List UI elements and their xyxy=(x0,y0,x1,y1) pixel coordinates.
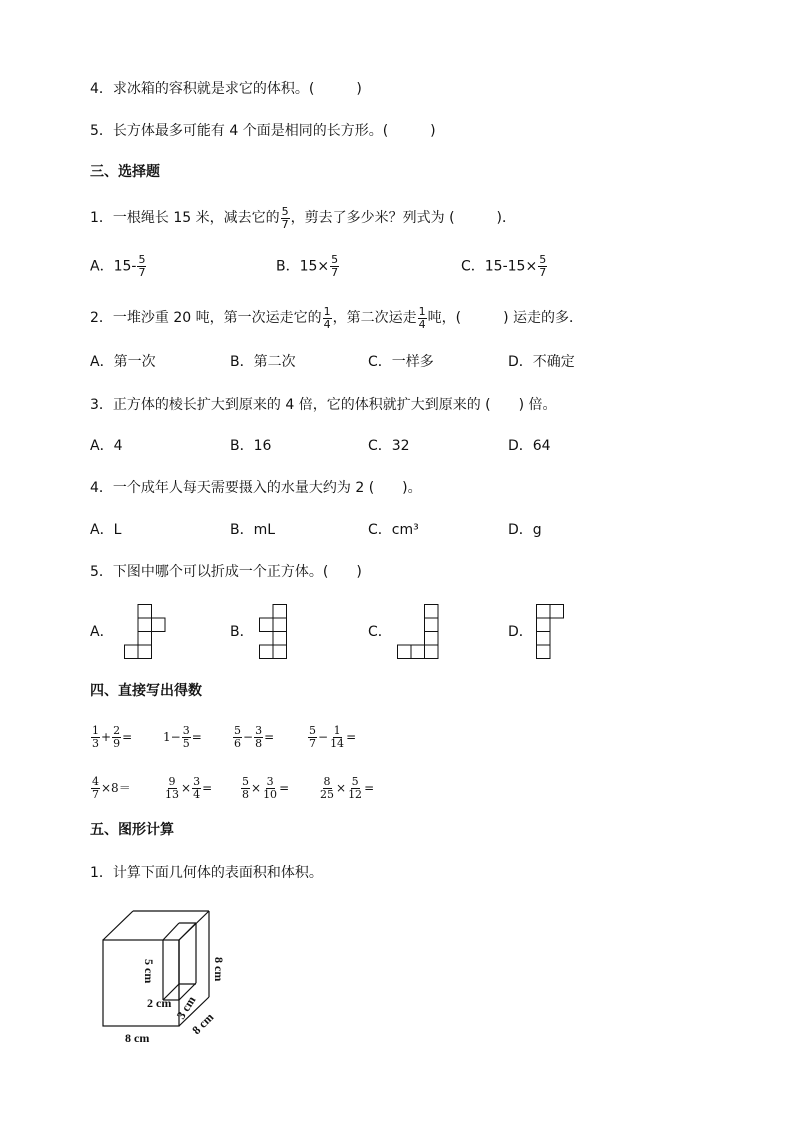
q1-fraction: $\frac{5}{7}$ xyxy=(281,204,289,231)
label-notch-2cm: 2 cm xyxy=(147,996,172,1010)
q3-option-a[interactable]: A．4 xyxy=(90,438,123,454)
choice-question-1 xyxy=(90,204,516,232)
choice-question-5: 5．下图中哪个可以折成一个正方体。( ) xyxy=(90,564,362,580)
calc-row2-item4: $\frac{8}{25}$ × $\frac{5}{12}$ = xyxy=(320,775,375,801)
cube-notch-figure xyxy=(95,905,245,1050)
label-width-8cm: 8 cm xyxy=(125,1031,150,1045)
calc-row1-item2: 1− $\frac{3}{5}$ = xyxy=(163,724,202,750)
label-height-8cm: 8 cm xyxy=(212,957,226,982)
judge-question-4: 4．求冰箱的容积就是求它的体积。( ) xyxy=(90,81,362,97)
q3-option-b[interactable]: B．16 xyxy=(230,438,272,454)
q5-option-c-net[interactable] xyxy=(397,604,439,660)
q5-option-c-label[interactable]: C． xyxy=(368,624,392,640)
calc-row2-item3: $\frac{5}{8}$ × $\frac{3}{10}$ = xyxy=(242,775,290,801)
q1-option-c[interactable]: C．15-15× $\frac{5}{7}$ xyxy=(461,253,547,279)
q2-fraction-2: $\frac{1}{4}$ xyxy=(418,304,426,331)
q4-option-d[interactable]: D．g xyxy=(508,522,542,538)
q5-option-d-net[interactable] xyxy=(536,604,566,660)
q1-text-pre: 1．一根绳长 15 米，减去它的 xyxy=(90,210,280,226)
calc-row1-item3: $\frac{5}{6}$ − $\frac{3}{8}$ = xyxy=(234,724,275,750)
choice-question-2: 2．一堆沙重 20 吨，第一次运走它的 $\frac{1}{4}$ ，第二次运走 $\frac{1}{4}$ 吨，( ) 运走的多． xyxy=(90,304,583,331)
q1-text-post: ，剪去了多少米？列式为 ( )． xyxy=(290,210,516,226)
section-heading-geometry: 五、图形计算 xyxy=(90,822,174,838)
q5-option-a-label[interactable]: A． xyxy=(90,624,114,640)
calc-row2-item2: $\frac{9}{13}$ × $\frac{3}{4}$ = xyxy=(165,775,213,801)
q3-option-d[interactable]: D．64 xyxy=(508,438,551,454)
calc-row1-item1: $\frac{1}{3}$ + $\frac{2}{9}$ = xyxy=(92,724,133,750)
label-notch-3cm: 3 cm xyxy=(173,993,199,1022)
q2-option-d[interactable]: D．不确定 xyxy=(508,354,575,370)
q1-option-a[interactable]: A．15- $\frac{5}{7}$ xyxy=(90,253,146,279)
calc-row2-item1: $\frac{4}{7}$ ×8＝ xyxy=(92,775,131,801)
q5-option-d-label[interactable]: D． xyxy=(508,624,533,640)
q1-option-b[interactable]: B．15× $\frac{5}{7}$ xyxy=(276,253,339,279)
q3-option-c[interactable]: C．32 xyxy=(368,438,410,454)
section-heading-choice: 三、选择题 xyxy=(90,164,160,180)
q4-option-b[interactable]: B．mL xyxy=(230,522,276,538)
choice-question-4: 4．一个成年人每天需要摄入的水量大约为 2 ( )。 xyxy=(90,480,422,496)
label-notch-5cm: 5 cm xyxy=(142,959,156,984)
q5-option-a-net[interactable] xyxy=(124,604,166,660)
q2-fraction-1: $\frac{1}{4}$ xyxy=(323,304,331,331)
q4-option-a[interactable]: A．L xyxy=(90,522,122,538)
q2-option-c[interactable]: C．一样多 xyxy=(368,354,434,370)
q5-option-b-label[interactable]: B． xyxy=(230,624,254,640)
judge-question-5: 5．长方体最多可能有 4 个面是相同的长方形。( ) xyxy=(90,123,436,139)
q2-option-b[interactable]: B．第二次 xyxy=(230,354,296,370)
geometry-question-1: 1．计算下面几何体的表面积和体积。 xyxy=(90,865,323,881)
q5-option-b-net[interactable] xyxy=(259,604,289,660)
q2-option-a[interactable]: A．第一次 xyxy=(90,354,156,370)
label-depth-8cm: 8 cm xyxy=(189,1010,217,1038)
choice-question-3: 3．正方体的棱长扩大到原来的 4 倍，它的体积就扩大到原来的 ( ) 倍。 xyxy=(90,397,557,413)
calc-row1-item4: $\frac{5}{7}$ − $\frac{1}{14}$ = xyxy=(309,724,357,750)
q4-option-c[interactable]: C．cm³ xyxy=(368,522,419,538)
section-heading-calc: 四、直接写出得数 xyxy=(90,683,202,699)
